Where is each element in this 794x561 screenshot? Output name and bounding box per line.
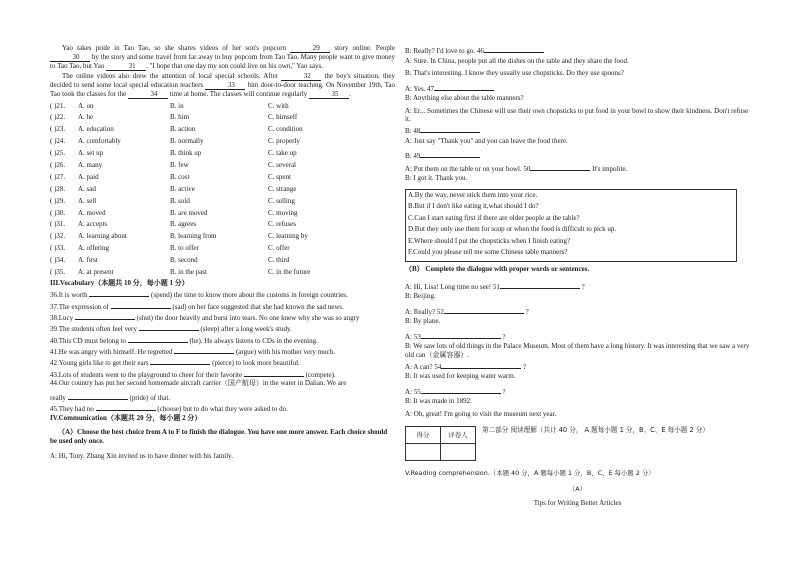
vocab-blank[interactable] (174, 345, 234, 354)
question-number: ( )33. (50, 244, 66, 253)
reading-section-title: V.Reading comprehension.（本题 40 分，A 题每小题 1 分，B、C、E 每小题 2 分） (405, 469, 655, 478)
option-row (50, 243, 395, 255)
option-row (50, 100, 395, 112)
left-column (50, 44, 395, 460)
vocab-item: 39.The students often feel very (sleep) after a long week's study. (50, 322, 395, 333)
vocab-item: 43.Lots of students went to the playground to cheer for their favorite (compete). (50, 368, 395, 379)
vocab-item: 38.Lucy (shut) the door heavily and burst into tears. No one knew why she was so angry (50, 311, 395, 322)
passage-paragraph: The online videos also drew the attention of local special schools. After 32 the boy's situation, they decided to send some local special education teachers 33 him door-to-door teaching. On November 19th, Tao Tao took the classes for the 34 time at home. The classes will continue regularly 35 . (50, 72, 395, 98)
option-c[interactable]: C. refuses (268, 220, 296, 229)
dialogue-blank[interactable] (441, 360, 521, 369)
vocab-blank[interactable] (75, 311, 135, 320)
dialogue-line: B: By plane. (405, 317, 441, 326)
dialogue-line: A: Yes. 47 (405, 82, 750, 95)
score-cell[interactable] (406, 444, 441, 461)
question-number: ( )28. (50, 184, 66, 193)
option-a[interactable]: A. at present (78, 268, 114, 277)
dialogue-blank[interactable] (434, 82, 494, 91)
dialogue-blank[interactable] (444, 305, 524, 314)
reading-part-a-label: （A） (568, 485, 587, 494)
dialogue-line: B: It was made in 1892. (405, 397, 472, 406)
communication-section-title: IV.Communication（本题共 20 分，每小题 2 分） (50, 414, 202, 423)
option-a[interactable]: A. first (78, 256, 98, 265)
dialogue-blank[interactable] (421, 385, 501, 394)
choice-item: A.By the way, never stick them into your rice. (408, 190, 538, 199)
option-b[interactable]: B. learning from (170, 232, 217, 241)
dialogue-blank[interactable] (421, 330, 501, 339)
option-c[interactable]: C. third (268, 256, 290, 265)
option-row (50, 136, 395, 148)
dialogue-line: B: Really? I'd love to go. 46 (405, 44, 750, 57)
dialogue-line: B: Anything else about the table manners? (405, 94, 524, 102)
blank-33[interactable]: 33 (205, 81, 245, 90)
option-c[interactable]: C. selling (268, 196, 295, 205)
option-a[interactable]: A. education (78, 125, 114, 134)
cloze-options (50, 100, 395, 278)
option-c[interactable]: C. in the future (268, 268, 311, 277)
question-number: ( )31. (50, 220, 66, 229)
blank-30[interactable]: 30 (50, 53, 90, 62)
option-b[interactable]: B. think up (170, 149, 202, 158)
question-number: ( )29. (50, 196, 66, 205)
dialogue-blank[interactable] (530, 162, 590, 171)
option-a[interactable]: A. sell (78, 196, 97, 205)
dialogue-line: A: Put them on the table or on your bowl. 50 It's impolite. (405, 162, 750, 175)
dialogue-line: A: Really? 52 ? (405, 305, 750, 318)
vocab-blank[interactable] (68, 391, 128, 400)
option-row (50, 159, 395, 171)
option-row (50, 255, 395, 267)
option-a[interactable]: A. moved (78, 208, 106, 217)
communication-a-instruction: （A）Choose the best choice from A to F to finish the dialogue. You have one more answer. Each choice should be used only once. (50, 428, 388, 445)
vocab-item: 37.The expression of (sad) on her face suggested that she had known the sad news. (50, 300, 395, 311)
option-row (50, 266, 395, 278)
dialogue-b (405, 280, 750, 423)
option-row (50, 219, 395, 231)
option-a[interactable]: A. sad (78, 184, 96, 193)
vocab-item: 41.He was angry with himself. He regretted (argue) with his mother very much. (50, 345, 395, 356)
option-a[interactable]: A. paid (78, 172, 99, 181)
dialogue-line: B: It was used for keeping water warm. (405, 372, 516, 381)
question-number: ( )32. (50, 232, 66, 241)
dialogue-line: B: I got it. Thank you. (405, 174, 468, 182)
option-a[interactable]: A. on (78, 101, 94, 110)
option-b[interactable]: B. few (170, 161, 189, 170)
dialogue-blank[interactable] (420, 124, 480, 133)
dialogue-line: A: Er... Sometimes the Chinese will use their own chopsticks to put food in your bowl to show their kindness. Don't refuse it. (405, 106, 749, 124)
option-a[interactable]: A. offering (78, 244, 109, 253)
dialogue-line: A: Sure. In China, people put all the dishes on the table and they share the food. (405, 56, 629, 65)
option-a[interactable]: A. he (78, 113, 94, 122)
dialogue-blank[interactable] (484, 44, 544, 53)
dialogue-blank[interactable] (420, 149, 480, 158)
option-c[interactable]: C. himself (268, 113, 298, 122)
option-a[interactable]: A. comfortably (78, 137, 121, 146)
option-b[interactable]: B. active (170, 184, 195, 193)
vocab-list (50, 288, 395, 413)
communication-dialog-line: A: Hi, Tony. Zhang Xin invited us to have dinner with his family. (50, 451, 233, 460)
score-area (405, 426, 750, 461)
vocab-blank[interactable] (150, 356, 210, 365)
dialogue-line: B: Beijing. (405, 292, 436, 301)
vocab-item: 44.Our country has put her second homemade aircraft carrier（国产航母）in the water in Dalian. We are (50, 379, 347, 388)
option-b[interactable]: B. normally (170, 137, 204, 146)
part-two-heading: 第二部分 阅读理解（共计 40 分， A 题每小题 1 分，B、C、E 每小题 2 分） (482, 426, 709, 435)
passage-paragraph: Yao takes pride in Tao Tao, so she shares videos of her son's popcorn 29 story online. People 30 by the story and some travel from far away to buy popcorn from Tao Tao. Many people want to give money to Tao Tao, but Yao 31 . "I hope that one day my son could live on his own," Yao says. (50, 44, 395, 70)
vocab-item: 42.Young girls like to get their ears (pierce) to look more beautiful. (50, 356, 395, 367)
dialogue-line: A: Just say "Thank you" and you can leave the food there. (405, 136, 568, 145)
dialogue-line: A: 55 ? (405, 385, 750, 398)
option-c[interactable]: C. with (268, 101, 289, 110)
option-c[interactable]: C. spent (268, 172, 291, 181)
score-table (405, 426, 476, 461)
option-c[interactable]: C. learning by (268, 232, 308, 241)
question-number: ( )35. (50, 268, 66, 277)
choice-item: C.Can I start eating first if there are older people at the table? (408, 213, 580, 222)
blank-34[interactable]: 34 (128, 90, 168, 99)
option-row (50, 231, 395, 243)
vocab-item: really (pride) of that. (50, 391, 395, 402)
choice-item: D.But they only use them for soup or when the food is difficult to pick up. (408, 225, 617, 234)
option-a[interactable]: A. set up (78, 149, 104, 158)
dialogue-line: B: We saw lots of old things in the Palace Museum. Most of them have a long history. It was interesting that we saw a very old can（金属容器）. (405, 342, 750, 360)
option-a[interactable]: A. many (78, 161, 103, 170)
vocab-item: 40.This CD must belong to (he). He always listens to CDs in the evening. (50, 334, 395, 345)
vocab-blank[interactable] (139, 322, 199, 331)
vocab-blank[interactable] (89, 288, 149, 297)
dialogue-line: B: 49 (405, 149, 750, 162)
option-b[interactable]: B. sold (170, 196, 190, 205)
choice-item: E.Where should I put the chopsticks when I finish eating? (408, 236, 571, 245)
dialogue-line: A: A can? 54 ? (405, 360, 750, 373)
option-row (50, 148, 395, 160)
option-row (50, 124, 395, 136)
option-b[interactable]: B. in the past (170, 268, 207, 277)
blank-29[interactable]: 29 (290, 44, 330, 53)
option-row (50, 207, 395, 219)
option-c[interactable]: C. condition (268, 125, 303, 134)
option-b[interactable]: B. in (170, 101, 184, 110)
vocab-item: 36.It is worth (spend) the time to know more about the customs in foreign countries. (50, 288, 395, 299)
question-number: ( )30. (50, 208, 66, 217)
dialogue-b-instruction: （B） Complete the dialogue with proper words or sentences. (405, 265, 590, 274)
blank-35[interactable]: 35 (309, 90, 349, 99)
option-row (50, 171, 395, 183)
question-number: ( )27. (50, 172, 66, 181)
option-c[interactable]: C. strange (268, 184, 297, 193)
option-b[interactable]: B. agrees (170, 220, 197, 229)
score-header-grader: 评卷人 (441, 427, 476, 444)
question-number: ( )26. (50, 161, 66, 170)
option-c[interactable]: C. properly (268, 137, 300, 146)
dialogue-line: B: That's interesting. I know they usually use chopsticks. Do they use spoons? (405, 69, 624, 77)
option-row (50, 183, 395, 195)
vocab-blank[interactable] (244, 368, 304, 377)
question-number: ( )34. (50, 256, 66, 265)
option-c[interactable]: C. offer (268, 244, 290, 253)
option-b[interactable]: B. cost (170, 172, 190, 181)
cloze-passage (50, 44, 395, 99)
right-column (405, 44, 750, 508)
dialogue-line: B: 48 (405, 124, 750, 137)
grader-cell[interactable] (441, 444, 476, 461)
vocab-blank[interactable] (128, 334, 188, 343)
vocab-blank[interactable] (111, 300, 171, 309)
option-b[interactable]: B. second (170, 256, 198, 265)
dialogue-line: A: Hi, Lisa! Long time no see! 51 ? (405, 280, 750, 293)
vocab-item: 45.They had no (choose) but to do what they were asked to do. (50, 402, 395, 413)
choice-item: F.Could you please tell me some Chinese table manners? (408, 248, 568, 257)
article-title: Tips for Writing Better Articles (533, 499, 622, 508)
option-c[interactable]: C. moving (268, 208, 298, 217)
blank-31[interactable]: 31 (106, 62, 146, 71)
option-a[interactable]: A. learning about (78, 232, 127, 241)
dialogue-blank[interactable] (500, 280, 580, 289)
vocab-section-title: III.Vocabulary（本题共 10 分，每小题 1 分） (50, 279, 189, 288)
choice-item: B.But if I don't like eating it,what should I do? (408, 202, 539, 211)
question-number: ( )23. (50, 125, 66, 134)
option-b[interactable]: B. to offer (170, 244, 199, 253)
question-number: ( )22. (50, 113, 66, 122)
dialogue-line: A: Oh, great! I'm going to visit the museum next year. (405, 409, 557, 418)
option-row (50, 195, 395, 207)
question-number: ( )24. (50, 137, 66, 146)
option-b[interactable]: B. him (170, 113, 190, 122)
question-number: ( )25. (50, 149, 66, 158)
question-number: ( )21. (50, 101, 66, 110)
option-row (50, 112, 395, 124)
score-header-score: 得分 (406, 427, 441, 444)
option-c[interactable]: C. take up (268, 149, 297, 158)
dialogue-line: A: 53 ? (405, 330, 750, 343)
option-b[interactable]: B. action (170, 125, 196, 134)
choices-box (405, 189, 737, 263)
option-b[interactable]: B. are moved (170, 208, 208, 217)
blank-32[interactable]: 32 (281, 72, 321, 81)
option-c[interactable]: C. several (268, 161, 296, 170)
dialogue-a (405, 44, 750, 187)
vocab-blank[interactable] (96, 402, 156, 411)
option-a[interactable]: A. accepts (78, 220, 108, 229)
